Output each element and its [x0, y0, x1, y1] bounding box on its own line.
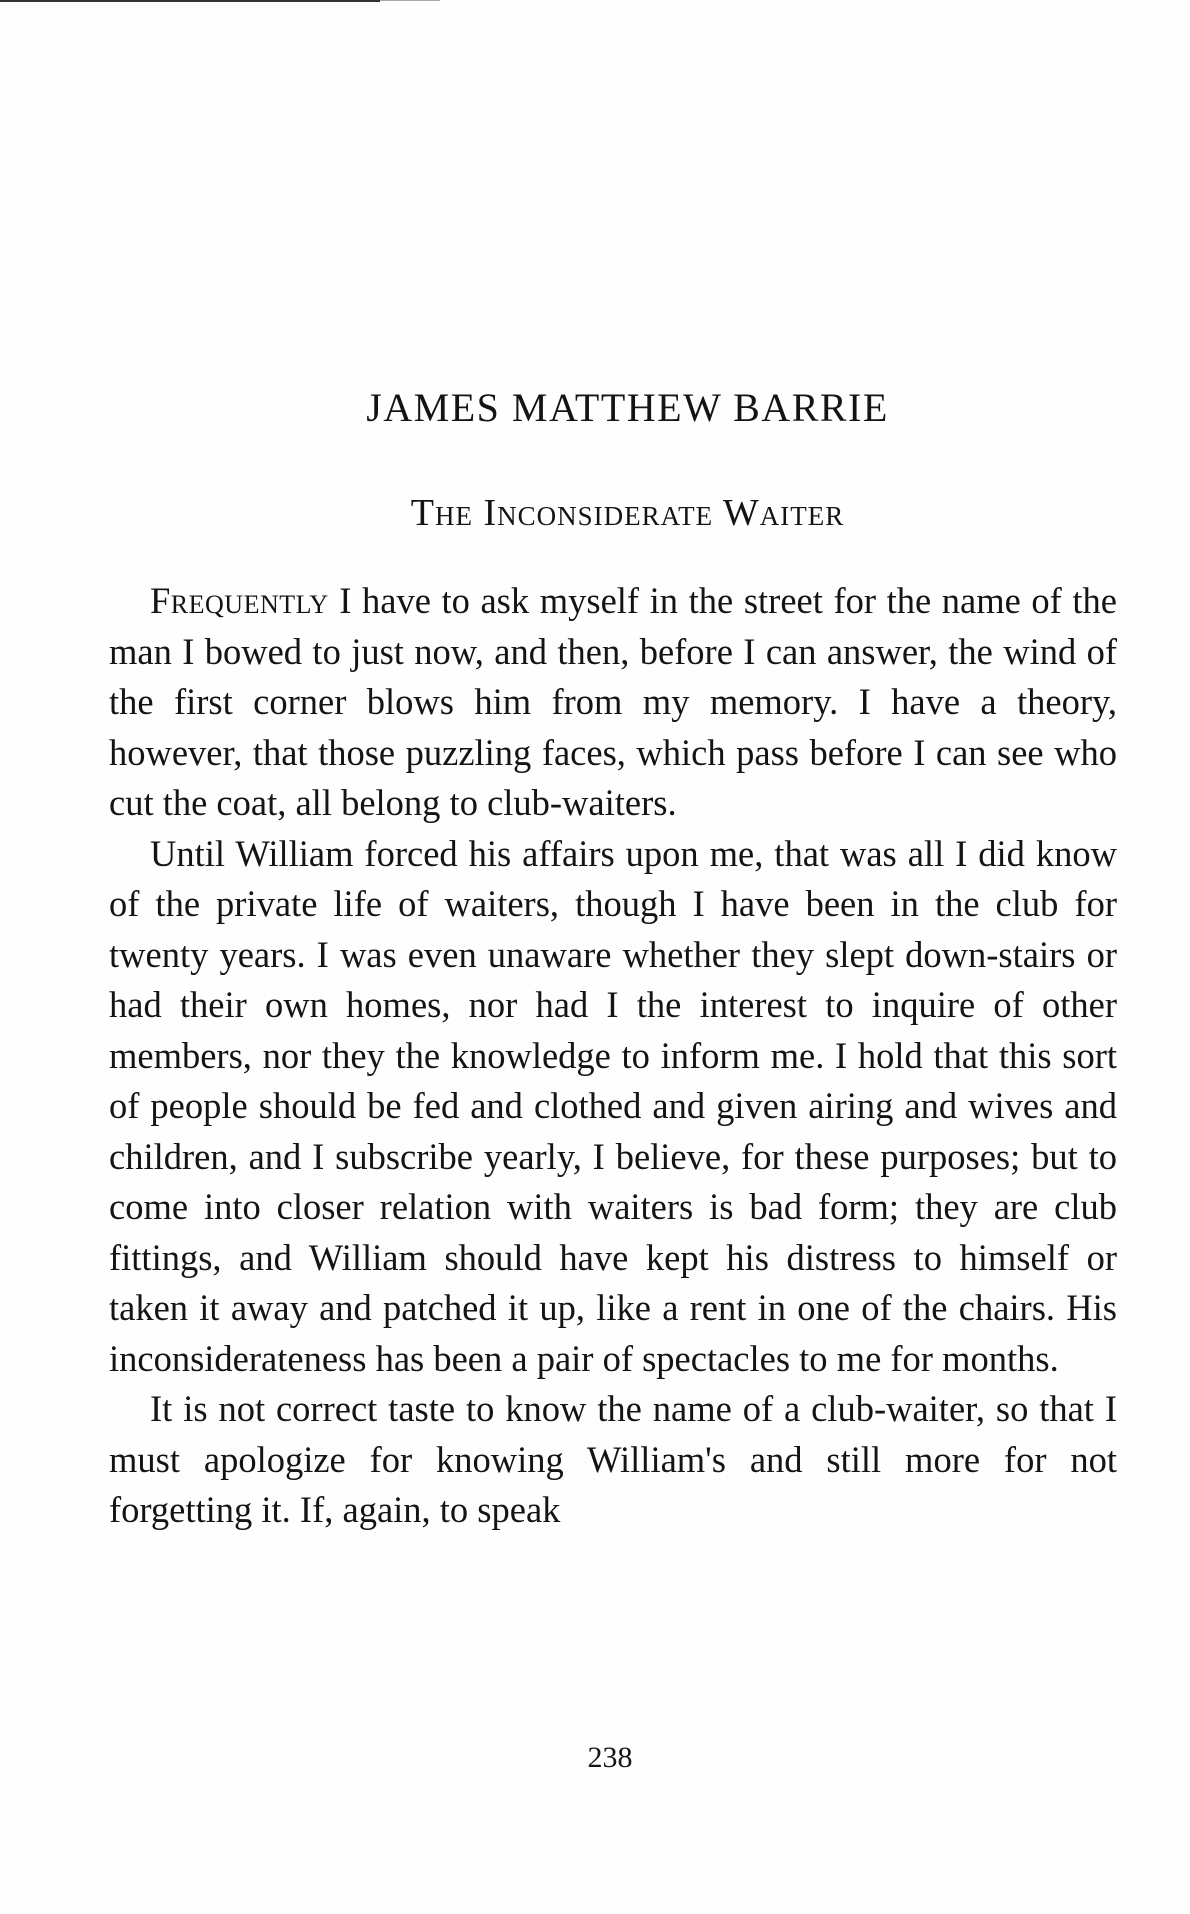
paragraph-lead-word: Frequently — [150, 580, 329, 621]
paragraph-text: It is not correct taste to know the name of a club-waiter, so that I must apologize for knowing William's and still more for not forgetting it. If, again, to speak — [109, 1388, 1117, 1530]
paragraph — [109, 1384, 1117, 1536]
paragraph — [109, 576, 1117, 829]
top-edge-rule-faint — [380, 0, 440, 1]
author-heading: JAMES MATTHEW BARRIE — [366, 385, 889, 430]
paragraph — [109, 829, 1117, 1385]
essay-title: The Inconsiderate Waiter — [410, 492, 845, 534]
page-number: 238 — [587, 1741, 633, 1774]
paragraph-text: Until William forced his affairs upon me, that was all I did know of the private life of waiters, though I have been in the club for twenty years. I was even unaware whether they slept down-stairs or had their own homes, nor had I the interest to inquire of other members, nor they the knowledge to inform me. I hold that this sort of people should be fed and clothed and given airing and wives and children, and I subscribe yearly, I believe, for these purposes; but to come into closer relation with waiters is bad form; they are club fittings, and William should have kept his distress to himself or taken it away and patched it up, like a rent in one of the chairs. His inconsiderateness has been a pair of spectacles to me for months. — [109, 832, 1117, 1379]
top-edge-rule — [0, 0, 380, 2]
paragraph-text: I have to ask myself in the street for the name of the man I bowed to just now, and then, before I can answer, the wind of the first corner blows him from my memory. I have a theory, however, that those puzzling faces, which pass before I can see who cut the coat, all belong to club-waiters. — [109, 580, 1117, 823]
body-text — [109, 576, 1117, 1536]
